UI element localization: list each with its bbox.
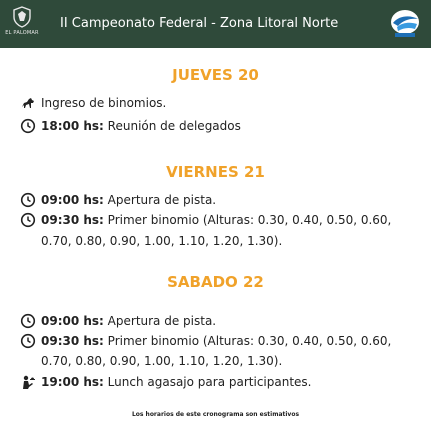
federation-logo [389, 9, 421, 39]
item-text: Lunch agasajo para participantes. [103, 375, 312, 389]
item-time: 09:30 hs: [41, 213, 104, 227]
club-logo [5, 6, 39, 42]
item-text-continued: 0.70, 0.80, 0.90, 1.00, 1.10, 1.20, 1.30). [41, 354, 283, 368]
day-title-sabado: SABADO 22 [167, 273, 264, 291]
item-time: 09:30 hs: [41, 334, 104, 348]
schedule-item [20, 212, 420, 228]
item-text: Primer binomio (Alturas: 0.30, 0.40, 0.50, 0.60, [103, 334, 392, 348]
schedule-item [20, 95, 420, 111]
schedule-item [20, 333, 420, 349]
waiter-icon [20, 374, 36, 390]
clock-icon [20, 118, 36, 134]
clock-icon [20, 333, 36, 349]
horse-icon [20, 95, 36, 111]
item-time: 19:00 hs: [41, 375, 104, 389]
schedule-item [20, 313, 420, 329]
item-time: 09:00 hs: [41, 193, 104, 207]
item-text: Primer binomio (Alturas: 0.30, 0.40, 0.50, 0.60, [103, 213, 392, 227]
item-time: 09:00 hs: [41, 314, 104, 328]
shield-icon [12, 6, 32, 28]
clock-icon [20, 313, 36, 329]
day-title-jueves: JUEVES 20 [172, 66, 259, 84]
item-time: 18:00 hs: [41, 119, 104, 133]
footer-note: Los horarios de este cronograma son estimativos [131, 411, 300, 418]
header-bar [0, 0, 431, 48]
day-title-viernes: VIERNES 21 [166, 163, 265, 181]
clock-icon [20, 192, 36, 208]
item-text-continued: 0.70, 0.80, 0.90, 1.00, 1.10, 1.20, 1.30). [41, 234, 283, 248]
logo-caption: EL PALOMAR [5, 30, 39, 36]
item-text: Apertura de pista. [103, 193, 217, 207]
schedule-item [20, 374, 420, 390]
item-text: Apertura de pista. [103, 314, 217, 328]
schedule-item [20, 118, 420, 134]
schedule-item [20, 192, 420, 208]
clock-icon [20, 212, 36, 228]
item-text: Ingreso de binomios. [41, 96, 167, 110]
page-title: II Campeonato Federal - Zona Litoral Norte [60, 16, 339, 31]
item-text: Reunión de delegados [103, 119, 241, 133]
